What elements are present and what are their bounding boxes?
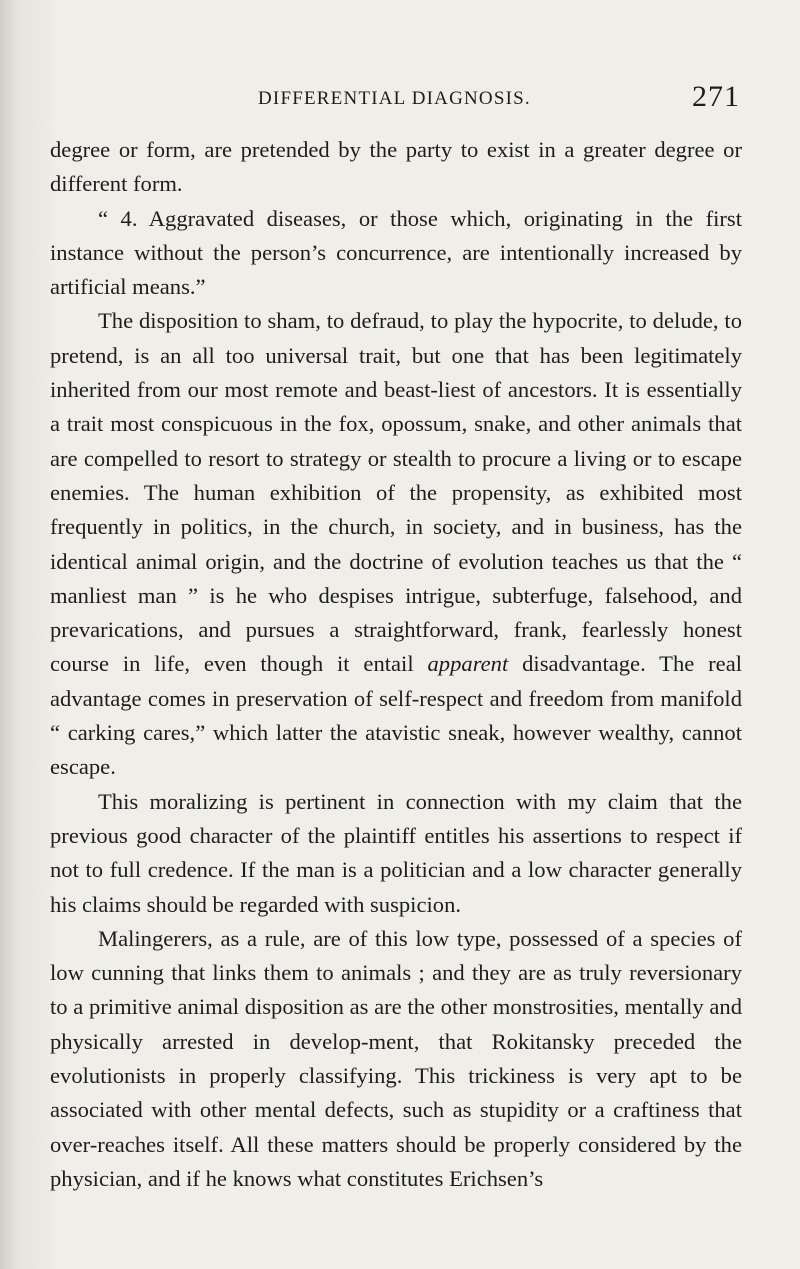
- body-text: [50, 133, 742, 1196]
- paragraph-disposition-to-sham: [50, 304, 742, 784]
- paragraph-disposition-text-b: disadvantage. The real advantage comes in preservation of self-respect and freedom from manifold “ carking cares,” which latter the atavistic sneak, however wealthy, cannot escape.: [50, 651, 743, 780]
- running-head: [0, 78, 800, 118]
- paragraph-aggravated-diseases: “ 4. Aggravated diseases, or those which, originating in the first instance without the person’s concurrence, are intentionally increased by artificial means.”: [50, 205, 742, 300]
- paragraph-moralizing: This moralizing is pertinent in connection with my claim that the previous good character of the plaintiff entitles his assertions to respect if not to full credence. If the man is a politician and a low character generally his claims should be regarded with suspicion.: [50, 788, 742, 917]
- paragraph-continuation: degree or form, are pretended by the party to exist in a greater degree or different form.: [50, 137, 742, 197]
- running-title: DIFFERENTIAL DIAGNOSIS.: [258, 88, 531, 109]
- paragraph-malingerers: Malingerers, as a rule, are of this low type, possessed of a species of low cunning that links them to animals ; and they are as truly reversionary to a primitive animal disposition as are the other monstrosities, mentally and physically arrested in develop-ment, that Rokitansky preceded the evolutionists in properly classifying. This trickiness is very apt to be associated with other mental defects, such as stupidity or a craftiness that over-reaches itself. All these matters should be properly considered by the physician, and if he knows what constitutes Erichsen’s: [50, 925, 742, 1191]
- paragraph-disposition-text-a: The disposition to sham, to defraud, to play the hypocrite, to delude, to pretend, is an all too universal trait, but one that has been legitimately inherited from our most remote and beast-liest of ancestors. It is essentially a trait most conspicuous in the fox, opossum, snake, and other animals that are compelled to resort to strategy or stealth to procure a living or to escape enemies. The human exhibition of the propensity, as exhibited most frequently in politics, in the church, in society, and in business, has the identical animal origin, and the doctrine of evolution teaches us that the “ manliest man ” is he who despises intrigue, subterfuge, falsehood, and prevarications, and pursues a straightforward, frank, fearlessly honest course in life, even though it entail: [50, 308, 742, 677]
- italic-apparent: apparent: [427, 651, 509, 677]
- page-number: 271: [692, 80, 740, 113]
